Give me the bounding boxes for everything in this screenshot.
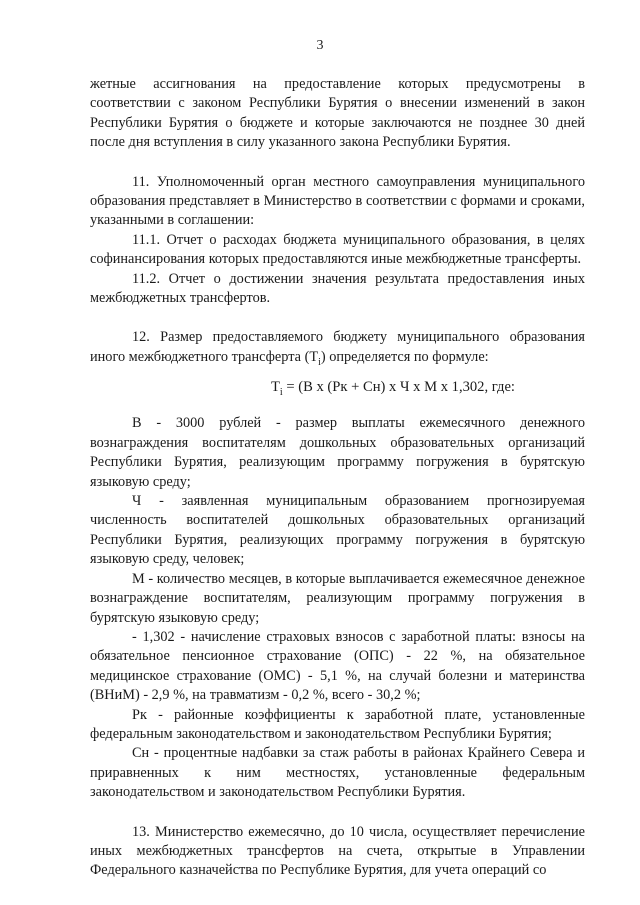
page-number: 3 [316, 38, 324, 53]
spacer [90, 308, 585, 328]
paragraph-12-subscript: i [318, 356, 321, 368]
paragraph-12 [90, 328, 585, 372]
formula-symbol: T [270, 379, 280, 396]
formula-subscript: i [279, 387, 283, 399]
paragraph-12-text-b: ) определяется по формуле: [320, 348, 489, 365]
definition-sn: Сн - процентные надбавки за стаж работы в районах Крайнего Севера и приравненных к ним местностях, установленные федеральным законодательством и законодательством Республики Бурятия. [90, 745, 585, 801]
spacer [90, 803, 585, 823]
paragraph-continuation: жетные ассигнования на предоставление которых предусмотрены в соответствии с законом Республики Бурятия о внесении изменений в закон Республики Бурятия о бюджете и которые заключаются не позднее 30 дней после дня вступления в силу указанного закона Республики Бурятия. [90, 76, 585, 151]
paragraph-11: 11. Уполномоченный орган местного самоуправления муниципального образования представляет в Министерство в соответствии с формами и сроками, указанными в соглашении: [90, 173, 585, 229]
definition-ch: Ч - заявленная муниципальным образованием прогнозируемая численность воспитателей дошкольных образовательных организаций Республики Бурятия, реализующих программу погружения в бурятскую языковую среду, человек; [90, 493, 585, 568]
definition-rk: Рк - районные коэффициенты к заработной плате, установленные федеральным законодательством и законодательством Республики Бурятия; [90, 706, 585, 742]
paragraph-12-text-a: 12. Размер предоставляемого бюджету муниципального образования иного межбюджетного трансферта (T [90, 329, 585, 365]
definition-m: М - количество месяцев, в которые выплачивается ежемесячное денежное вознаграждение воспитателям, реализующим программу погружения в бурятскую языковую среду; [90, 570, 585, 626]
spacer [90, 153, 585, 173]
definition-1302: - 1,302 - начисление страховых взносов с заработной платы: взносы на обязательное пенсионное страхование (ОПС) - 22 %, на обязательное медицинское страхование (ОМС) - 5,1 %, на случай болезни и материнства (ВНиМ) - 2,9 %, на травматизм - 0,2 %, всего - 30,2 %; [90, 628, 585, 704]
formula [90, 378, 585, 402]
paragraph-11-1: 11.1. Отчет о расходах бюджета муниципального образования, в целях софинансирования которых предоставляются иные межбюджетные трансферты. [90, 231, 585, 268]
definition-b: В - 3000 рублей - размер выплаты ежемесячного денежного вознаграждения воспитателям дошкольных образовательных организаций Республики Бурятия, реализующим программу погружения в бурятскую языковую среду; [90, 415, 585, 490]
document-body [90, 75, 585, 881]
formula-expression: = (В x (Рк + Сн) x Ч x М x 1,302, где: [282, 379, 515, 396]
paragraph-11-2: 11.2. Отчет о достижении значения результата предоставления иных межбюджетных трансфертов. [90, 270, 585, 307]
paragraph-13: 13. Министерство ежемесячно, до 10 числа, осуществляет перечисление иных межбюджетных трансфертов на счета, открытые в Управлении Федерального казначейства по Республике Бурятия, для учета операций со [90, 823, 585, 879]
